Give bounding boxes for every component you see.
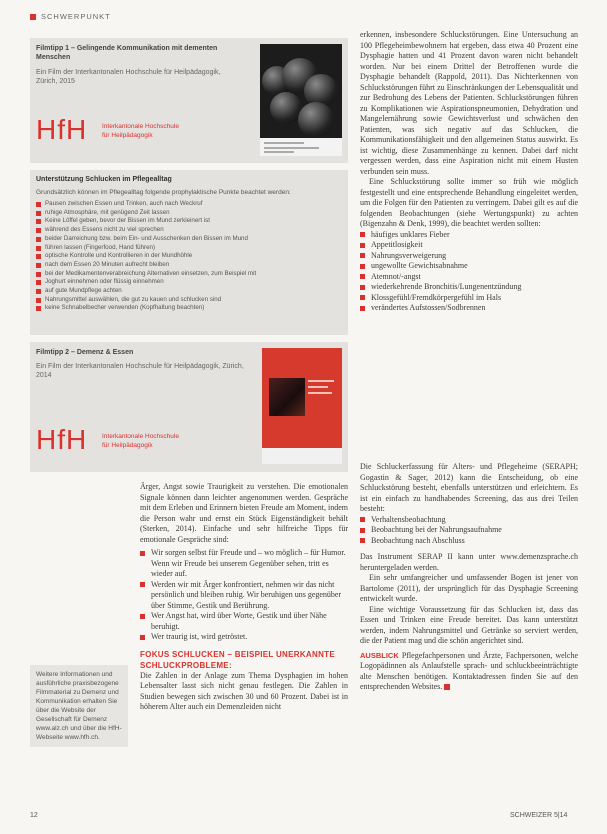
list-item: Verhaltensbeobachtung (360, 515, 578, 526)
list-item: Werden wir mit Ärger konfrontiert, nehmen wir das nicht persönlich und bleiben ruhig. Wir beruhigen uns gegenüber über Stimme, Gestik und Berührung. (140, 580, 348, 612)
journal-name: SCHWEIZER 5|14 (510, 812, 568, 819)
list-item: Joghurt einnehmen oder flüssig einnehmen (36, 278, 342, 287)
side-info-box (30, 665, 128, 747)
list-item: keine Schnabelbecher verwenden (Kopfhaltung beachten) (36, 304, 342, 313)
info-box-intro: Grundsätzlich können im Pflegealltag folgende prophylaktische Punkte beachtet werden: (36, 189, 291, 196)
list-item: Keine Löffel geben, bevor der Bissen im Mund zerkleinert ist (36, 217, 342, 226)
outlook-lead: AUSBLICK (360, 650, 399, 660)
film-tip-1-source: Ein Film der Interkantonalen Hochschule für Heilpädagogik, Zürich, 2015 (36, 69, 221, 85)
list-item: Pausen zwischen Essen und Trinken, auch nach Weckruf (36, 200, 342, 209)
list-item: auf gute Mundpflege achten (36, 287, 342, 296)
list-item: Wer Angst hat, wird über Worte, Gestik und über Nähe beruhigt. (140, 611, 348, 632)
list-item: Klossgefühl/Fremdkörpergefühl im Hals (360, 293, 578, 304)
list-item: bei der Medikamentenverabreichung Alternativen einsetzen, zum Beispiel mit (36, 270, 342, 279)
paragraph: Die Schluckerfassung für Alters- und Pflegeheime (SERAPH; Gogastin & Sager, 2012) kann die Entscheidung, ob eine Schluckstörung besteht, ebenfalls unterstützen und erleichtern. Es ist ein einfach zu handhabendes Screening, das aus drei Teilen besteht: (360, 462, 578, 513)
page-number: 12 (30, 812, 38, 819)
hfh-school-line-1: Interkantonale Hochschule (102, 433, 179, 440)
film-tip-1-title: Filmtipp 1 – Gelingende Kommunikation mit dementen Menschen (36, 45, 218, 61)
emotion-tips-list (140, 548, 348, 643)
list-item: während des Essens nicht zu viel sprechen (36, 226, 342, 235)
hfh-school-name (102, 122, 179, 140)
paragraph: Ein sehr umfangreicher und umfassender Bogen ist jener von Bartolome (2011), der ursprünglich für das Dysphagie Screening entwickelt wurde. (360, 573, 578, 603)
paragraph: Eine wichtige Voraussetzung für das Schlucken ist, dass das Essen und Trinken eine Freude bereitet. Das kann unterstützt werden, indem Nahrungsmittel und Getränke so serviert werden, die der Patient mag und die schön angerichtet sind. (360, 604, 578, 645)
list-item: Beobachtung bei der Nahrungsaufnahme (360, 525, 578, 536)
list-item: beider Darreichung bzw. beim Ein- und Ausschenken den Bissen im Mund (36, 235, 342, 244)
section-marker-icon (30, 14, 36, 20)
hfh-logo: HfH (36, 114, 88, 145)
film-tip-2-panel (30, 342, 348, 472)
hfh-school-name (102, 432, 179, 450)
dvd-cover-image (260, 44, 342, 156)
list-item: häufiges unklares Fieber (360, 230, 578, 241)
info-box-swallowing (30, 170, 348, 335)
screening-list (360, 515, 578, 547)
list-item: ungewollte Gewichtsabnahme (360, 261, 578, 272)
paragraph (360, 651, 578, 693)
side-info-text: Weitere Informationen und ausführliche praxisbezogene Filmmaterial zu Demenz und Kommunikation erhalten Sie über die Website der Gesellschaft für Demenz www.alz.ch und über die HfH-Webseite www.hfh.ch. (36, 671, 122, 741)
list-item: Appetitlosigkeit (360, 240, 578, 251)
list-item: nach dem Essen 20 Minuten aufrecht bleiben (36, 261, 342, 270)
list-item: ruhige Atmosphäre, mit genügend Zeit lassen (36, 209, 342, 218)
end-marker-icon (444, 684, 450, 690)
list-item: Nahrungsmittel auswählen, die gut zu kauen und schlucken sind (36, 296, 342, 305)
list-item: Wer traurig ist, wird getröstet. (140, 632, 348, 643)
film-tip-2-source: Ein Film der Interkantonalen Hochschule für Heilpädagogik, Zürich, 2014 (36, 363, 244, 379)
section-tag-label: SCHWERPUNKT (41, 12, 111, 21)
left-column-body (140, 482, 348, 713)
hfh-logo: HfH (36, 424, 88, 455)
right-column-bottom (360, 462, 578, 693)
right-column-top (360, 30, 578, 314)
list-item: Beobachtung nach Abschluss (360, 536, 578, 547)
list-item: optische Kontrolle und Kontrollieren in der Mundhöhle (36, 252, 342, 261)
hfh-school-line-2: für Heilpädagogik (102, 442, 153, 449)
list-item: Atemnot/-angst (360, 272, 578, 283)
list-item: führen lassen (Fingerfood, Hand führen) (36, 244, 342, 253)
info-box-list (36, 200, 342, 313)
list-item: Wir sorgen selbst für Freude und – wo möglich – für Humor. Wenn wir Freude bei unserem Gegenüber sehen, tritt es wieder auf. (140, 548, 348, 580)
hfh-school-line-2: für Heilpädagogik (102, 132, 153, 139)
paragraph: erkennen, insbesondere Schluckstörungen. Eine Untersuchung an 100 Pflegeheimbewohnern hat ergeben, dass etwa 40 Prozent eine Dysphagie hatten und 41 Prozent davon waren nicht behandelt worden. Nur bei einem Drittel der Betroffenen wurde die Dysphagie behandelt (Rappold, 2011). Das Nichterkennen von Schluckstörungen führt zu Einschränkungen der Lebensqualität und zur Bedrohung des Lebens der Patienten. Schluckstörungen führen zu Komplikationen wie Aspirationspneumonien, Dehydration und Mangelernährung sowie Gewichtsverlust und schwächen den Patienten, was sich negativ auf das Schlucken, die Kommunikationsfähigkeit und den allgemeinen Status auswirkt. Es ist wichtig, diese Zusammenhänge zu kennen. Dabei darf nicht vergessen werden, dass eine Aspiration nicht mit einem Husten verbunden sein muss. (360, 30, 578, 176)
paragraph: Die Zahlen in der Anlage zum Thema Dysphagien im hohen Lebensalter lasst sich nicht genau festlegen. Die Zahlen in Studien bewegen sich zwischen 30 und 60 Prozent. Dabei ist in höherem Alter auch ein Demenzleiden nicht (140, 670, 348, 711)
list-item: verändertes Aufstossen/Sodbrennen (360, 303, 578, 314)
film-tip-1-panel (30, 38, 348, 163)
list-item: Nahrungsverweigerung (360, 251, 578, 262)
info-box-title: Unterstützung Schlucken im Pflegealltag (36, 176, 172, 183)
paragraph: Eine Schluckstörung sollte immer so früh wie möglich festgestellt und eine entsprechende Behandlung eingeleitet werden, um die Folgen für den Patienten zu verringern. Dabei gilt es auf die folgenden Beobachtungen (siehe Wertungspunkt) zu achten (Bigenzahn & Denk, 1999), die beachtet werden sollten: (360, 177, 578, 228)
section-tag (30, 12, 111, 21)
hfh-school-line-1: Interkantonale Hochschule (102, 123, 179, 130)
list-item: wiederkehrende Bronchitis/Lungenentzündung (360, 282, 578, 293)
paragraph: Das Instrument SERAP II kann unter www.demenzsprache.ch heruntergeladen werden. (360, 552, 578, 572)
paragraph: Ärger, Angst sowie Traurigkeit zu verstehen. Die emotionalen Signale können dann leichter angenommen werden. Gespräche mit dem Erleben und Erinnern bieten Freude am Moment, indem die Person wahr und ernst ein Stück Eigenständigkeit behält (Sterken, 2014). Einfache und sehr hilfreiche Tipps für emotionale Gespräche sind: (140, 482, 348, 544)
section-heading: FOKUS SCHLUCKEN – BEISPIEL UNERKANNTE SCHLUCKPROBLEME: (140, 649, 335, 670)
symptom-list (360, 230, 578, 314)
dvd-cover-image (262, 348, 342, 464)
film-tip-2-title: Filmtipp 2 – Demenz & Essen (36, 349, 134, 356)
outlook-text: Pflegefachpersonen und Ärzte, Fachpersonen, welche Logopädinnen als Anlaufstelle sprach- und schluckbeeinträchtigte alte Menschen benötigen. Kontaktadressen finden Sie auf den entsprechenden Websites. (360, 650, 578, 691)
